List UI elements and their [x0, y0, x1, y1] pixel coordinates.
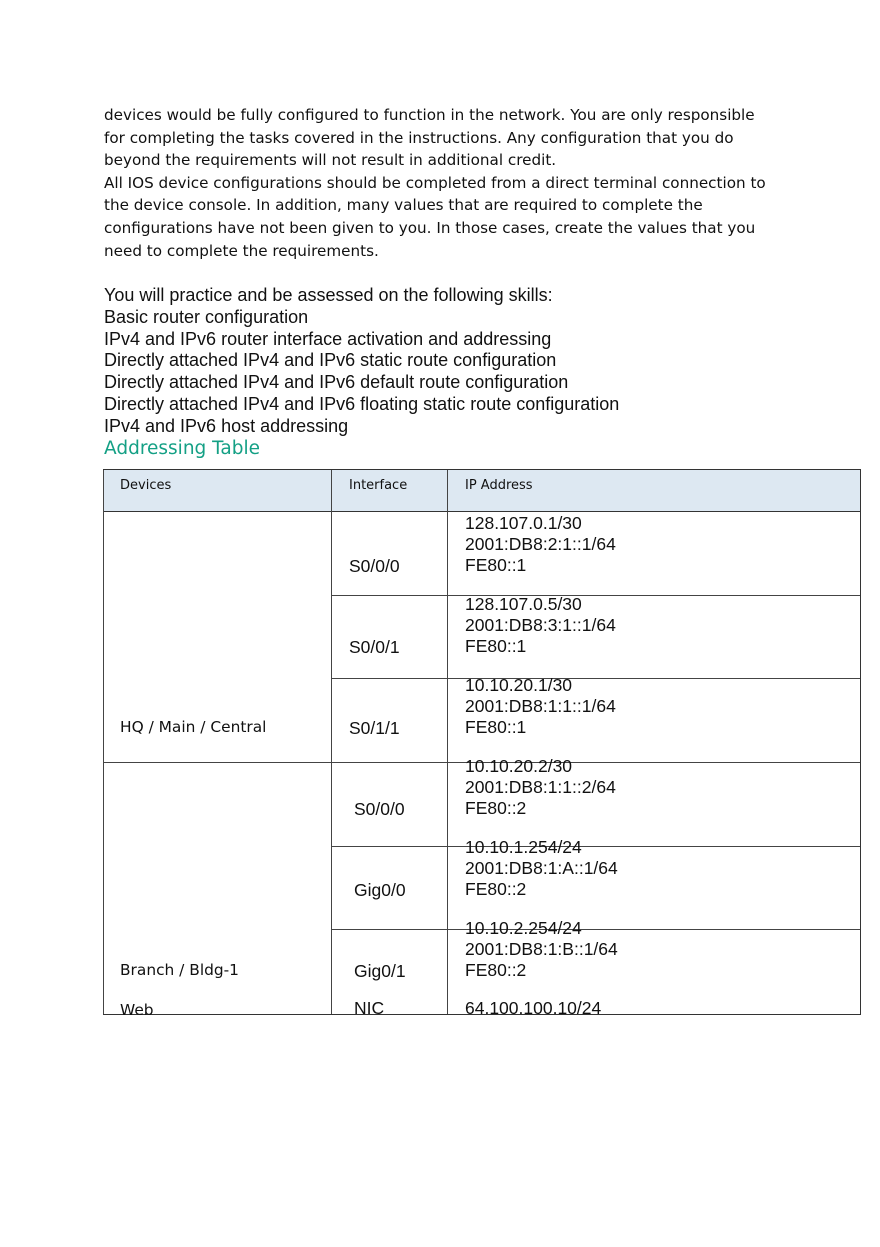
section-title: Addressing Table: [104, 438, 261, 459]
table-border-left: [103, 470, 104, 1014]
ip-cell: [465, 513, 616, 576]
ip-cell: [465, 837, 618, 900]
column-divider: [447, 470, 448, 1014]
interface-cell: Gig0/1: [354, 961, 406, 981]
header-ip-address: IP Address: [465, 478, 533, 493]
ipv4-address: 10.10.20.2/30: [465, 756, 573, 776]
intro-line: devices would be fully configured to function in the network. You are only responsible: [104, 106, 755, 124]
ipv6-address: 2001:DB8:1:1::1/64: [465, 696, 616, 716]
link-local-address: FE80::1: [465, 717, 527, 737]
intro-line: need to complete the requirements.: [104, 241, 379, 260]
interface-cell: S0/0/0: [354, 799, 405, 819]
ip-cell: [465, 756, 616, 819]
link-local-address: FE80::1: [465, 555, 527, 575]
skill-item: Directly attached IPv4 and IPv6 default route configuration: [104, 372, 569, 393]
device-branch: Branch / Bldg-1: [120, 961, 239, 979]
ip-cell: [465, 675, 616, 738]
header-devices: Devices: [120, 478, 172, 493]
link-local-address: FE80::2: [465, 960, 527, 980]
device-hq: HQ / Main / Central: [120, 718, 267, 736]
ipv6-address: 2001:DB8:1:A::1/64: [465, 858, 618, 878]
intro-line: configurations have not been given to you. In those cases, create the values that you: [104, 218, 756, 237]
device-web: Web: [120, 1001, 154, 1019]
ipv6-address: 2001:DB8:1:1::2/64: [465, 777, 616, 797]
ipv4-address: 128.107.0.1/30: [465, 513, 582, 533]
addressing-table: [103, 469, 861, 1019]
ipv4-address: 10.10.1.254/24: [465, 837, 582, 857]
ipv4-address: 64.100.100.10/24: [465, 998, 602, 1018]
ip-cell: [465, 918, 618, 981]
skills-list: [104, 285, 744, 438]
ipv4-address: 10.10.2.254/24: [465, 918, 582, 938]
ipv4-address: 128.107.0.5/30: [465, 594, 582, 614]
skill-item: Basic router configuration: [104, 306, 309, 327]
intro-line: All IOS device configurations should be completed from a direct terminal connection to: [104, 173, 766, 192]
intro-line: for completing the tasks covered in the instructions. Any configuration that you do: [104, 128, 734, 147]
intro-paragraph: [104, 104, 784, 262]
link-local-address: FE80::1: [465, 636, 527, 656]
ip-cell: [465, 594, 616, 657]
header-interface: Interface: [349, 478, 408, 493]
skill-item: IPv4 and IPv6 host addressing: [104, 415, 349, 436]
interface-cell: NIC: [354, 998, 385, 1018]
interface-cell: S0/1/1: [349, 718, 400, 738]
skill-item: Directly attached IPv4 and IPv6 floating static route configuration: [104, 393, 620, 414]
link-local-address: FE80::2: [465, 798, 527, 818]
intro-line: the device console. In addition, many values that are required to complete the: [104, 196, 703, 215]
ipv6-address: 2001:DB8:3:1::1/64: [465, 615, 616, 635]
skills-heading: You will practice and be assessed on the following skills:: [104, 285, 553, 305]
link-local-address: FE80::2: [465, 879, 527, 899]
skill-item: IPv4 and IPv6 router interface activation and addressing: [104, 328, 552, 349]
interface-cell: S0/0/0: [349, 556, 400, 576]
ipv6-address: 2001:DB8:2:1::1/64: [465, 534, 616, 554]
interface-cell: S0/0/1: [349, 637, 400, 657]
ipv4-address: 10.10.20.1/30: [465, 675, 573, 695]
skill-item: Directly attached IPv4 and IPv6 static route configuration: [104, 350, 557, 371]
ipv6-address: 2001:DB8:1:B::1/64: [465, 939, 618, 959]
ip-cell: [465, 998, 601, 1019]
intro-line: beyond the requirements will not result in additional credit.: [104, 151, 557, 170]
column-divider: [331, 470, 332, 1014]
interface-cell: Gig0/0: [354, 880, 406, 900]
